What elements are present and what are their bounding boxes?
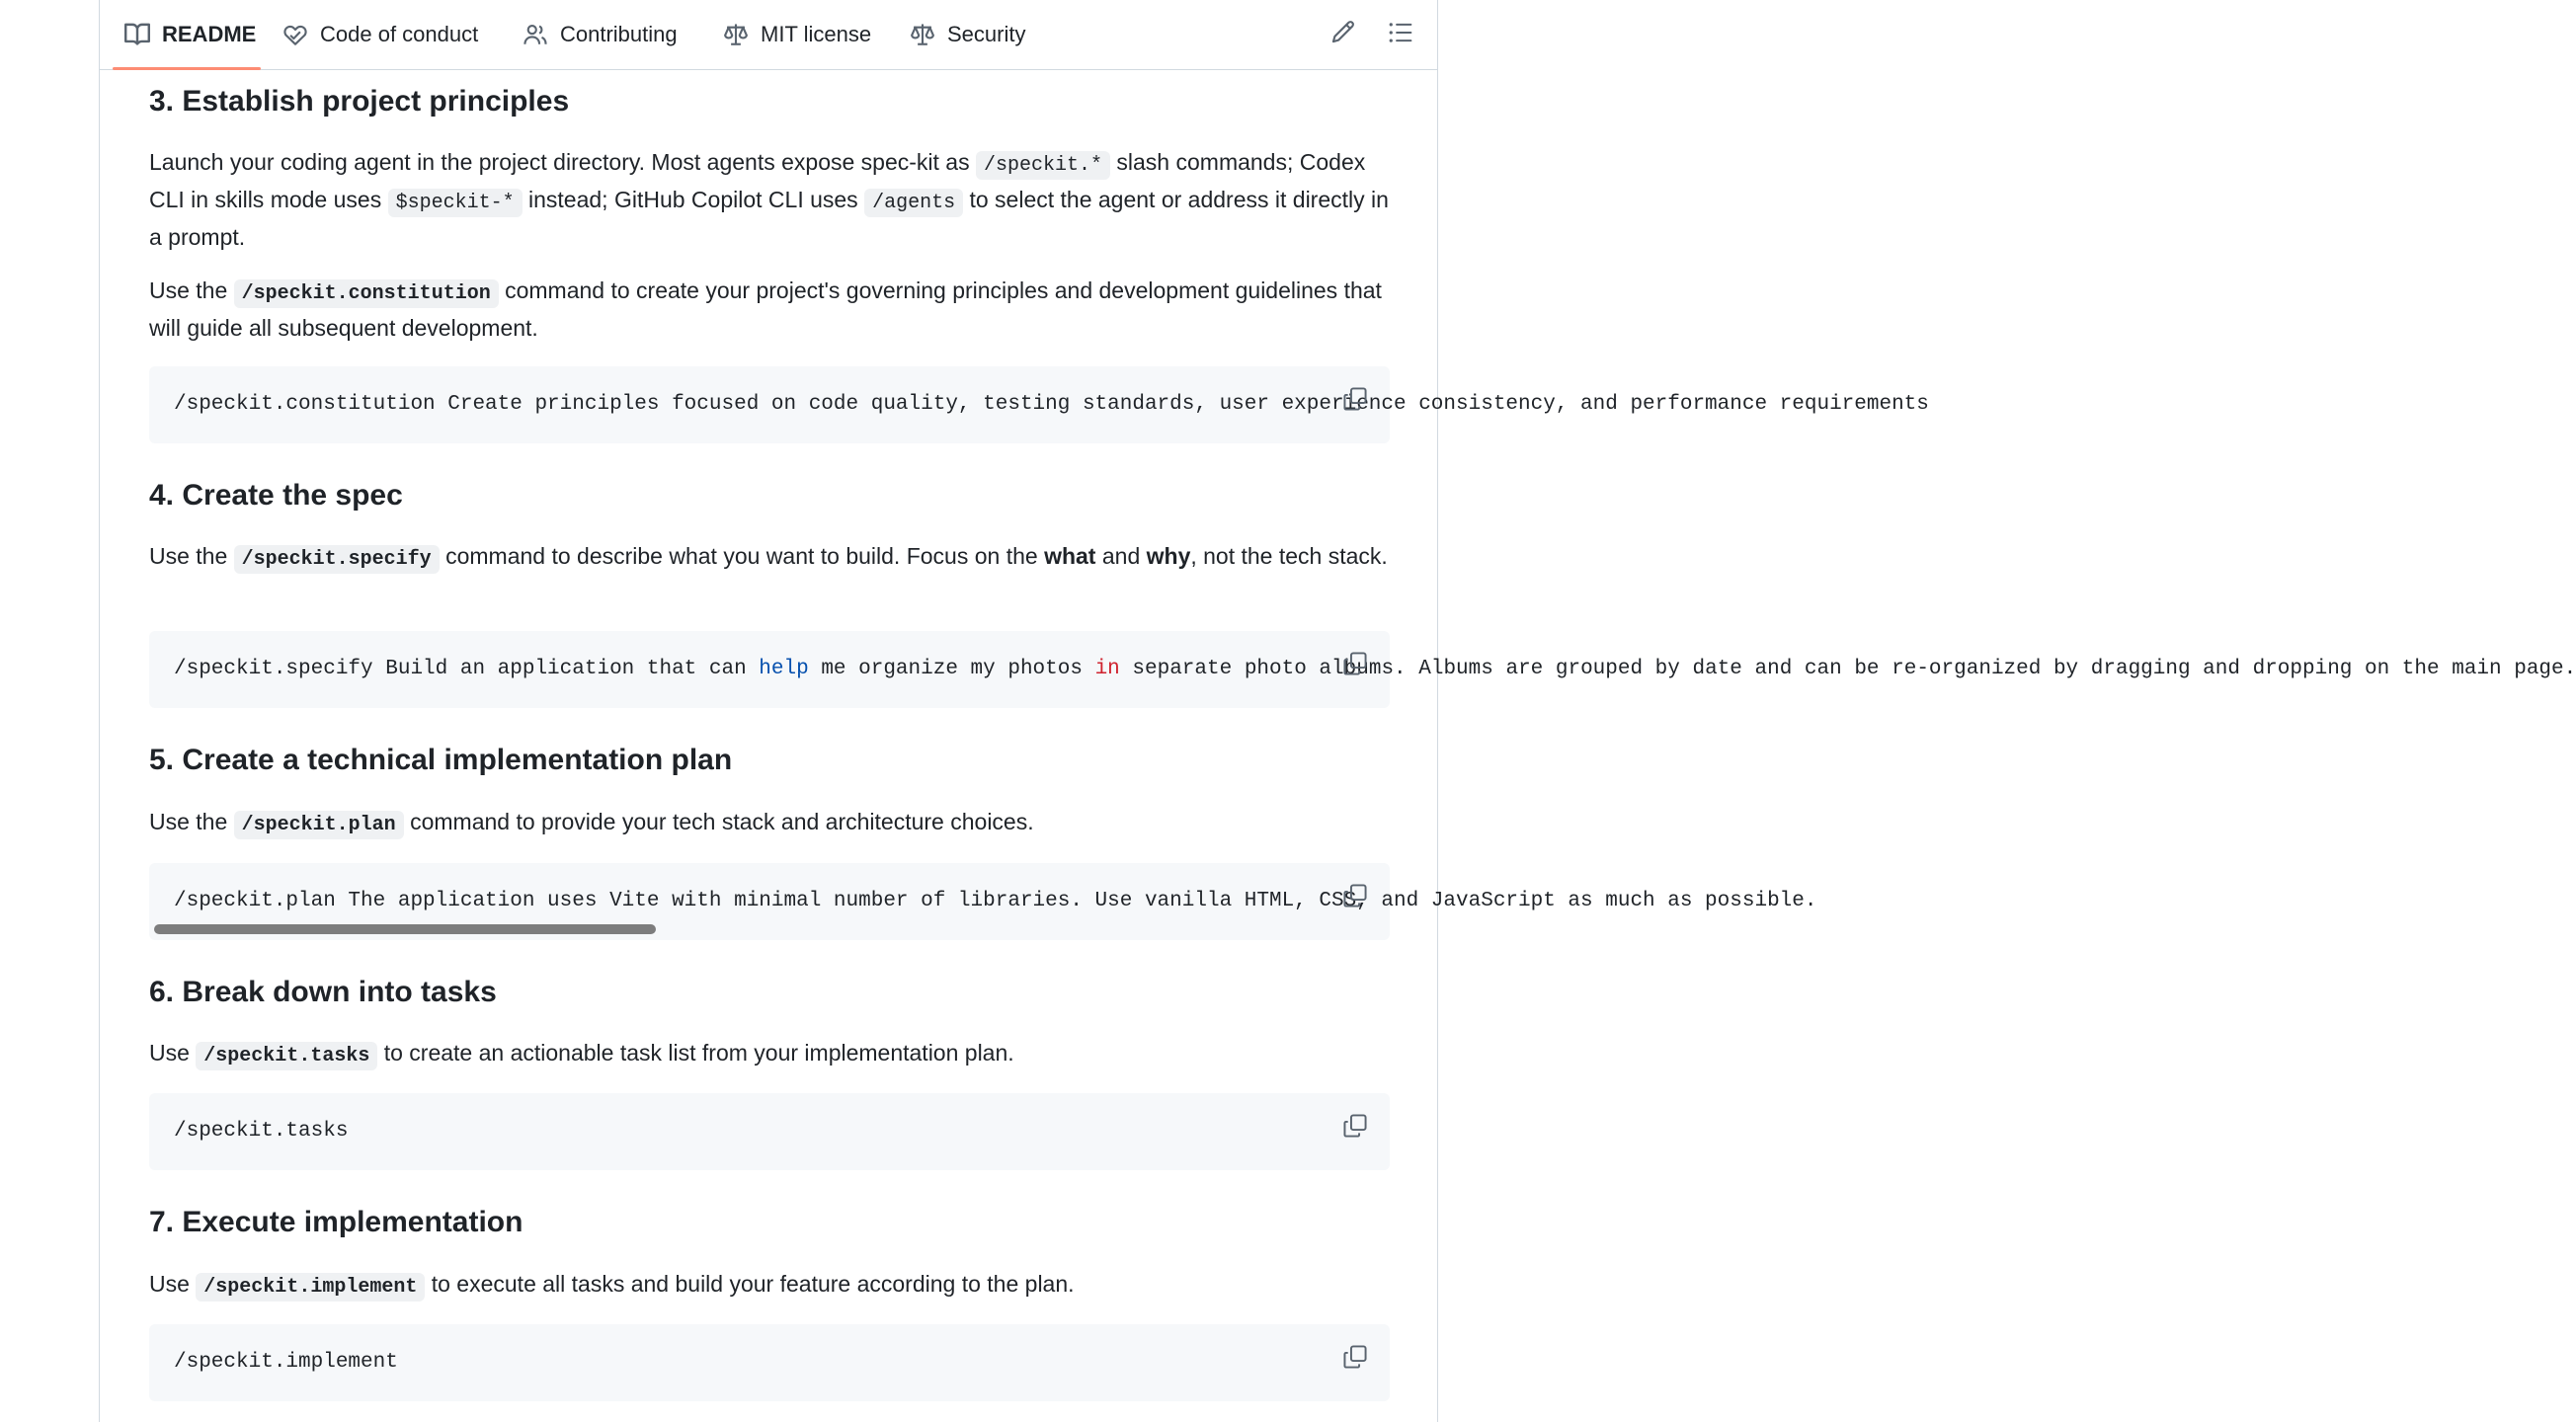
list-unordered-icon xyxy=(1388,20,1413,50)
tab-mit-license[interactable] xyxy=(723,0,871,69)
text: Use xyxy=(149,1040,197,1066)
edit-file-button[interactable] xyxy=(1328,20,1358,49)
code-text: /speckit.plan The application uses Vite with minimal number of libraries. Use vanilla HTML, CSS, and JavaScript as much as possible. xyxy=(174,890,1817,912)
copy-button[interactable] xyxy=(1340,386,1370,416)
inline-code: /speckit.constitution xyxy=(234,279,499,308)
tab-code-of-conduct-label: Code of conduct xyxy=(320,22,479,46)
paragraph-tasks xyxy=(149,1036,1390,1073)
tab-security[interactable] xyxy=(910,0,1025,69)
book-icon xyxy=(124,22,150,47)
copy-button[interactable] xyxy=(1340,883,1370,912)
copy-button[interactable] xyxy=(1340,651,1370,680)
heading-create-spec: 4. Create the spec xyxy=(149,479,403,512)
code-block-plan xyxy=(149,863,1817,940)
text: Use the xyxy=(149,277,234,303)
pencil-icon xyxy=(1330,20,1356,50)
active-tab-indicator xyxy=(113,67,261,70)
tab-readme[interactable] xyxy=(124,0,256,69)
inline-code: /speckit.* xyxy=(976,151,1110,180)
code-of-conduct-icon xyxy=(282,22,308,47)
code-text xyxy=(174,631,2576,708)
people-icon xyxy=(523,22,548,47)
code-segment: /speckit.specify Build an application that can xyxy=(174,658,760,680)
text: Use xyxy=(149,1271,197,1297)
code-segment: me organize my photos xyxy=(808,658,1095,680)
text: Use the xyxy=(149,543,234,569)
tab-security-label: Security xyxy=(947,22,1026,46)
heading-implementation-plan: 5. Create a technical implementation plan xyxy=(149,744,733,776)
law-icon xyxy=(723,22,749,47)
readme-panel xyxy=(99,0,2576,1422)
inline-code: $speckit-* xyxy=(388,189,523,217)
heading-execute-implementation: 7. Execute implementation xyxy=(149,1206,523,1238)
bold-text: what xyxy=(1044,543,1096,569)
text: instead; GitHub Copilot CLI uses xyxy=(522,187,865,212)
copy-button[interactable] xyxy=(1340,1344,1370,1374)
paragraph-implement xyxy=(149,1267,1390,1304)
tab-code-of-conduct[interactable] xyxy=(282,0,478,69)
tab-contributing[interactable] xyxy=(523,0,678,69)
copy-icon xyxy=(1342,883,1368,913)
code-segment: separate photo albums. Albums are grouped by date and can be re-organized by dragging and dropping on the main page. xyxy=(1119,658,2576,680)
tab-mit-license-label: MIT license xyxy=(761,22,872,46)
text: to select the agent or address it directly in a prompt. xyxy=(149,187,1389,250)
bold-text: why xyxy=(1146,543,1191,569)
copy-icon xyxy=(1342,1113,1368,1144)
outline-button[interactable] xyxy=(1386,20,1415,49)
copy-icon xyxy=(1342,1344,1368,1375)
paragraph-launch-agent xyxy=(149,145,1390,255)
text: command to create your project's governing principles and development guidelines that will guide all subsequent development. xyxy=(149,277,1382,341)
copy-button[interactable] xyxy=(1340,1113,1370,1143)
inline-code: /agents xyxy=(864,189,963,217)
inline-code: /speckit.specify xyxy=(234,545,440,574)
code-block-constitution xyxy=(149,366,1929,443)
text: Launch your coding agent in the project directory. Most agents expose spec-kit as xyxy=(149,149,976,175)
code-text: /speckit.implement xyxy=(174,1351,398,1374)
code-text: /speckit.tasks xyxy=(174,1120,349,1143)
copy-icon xyxy=(1342,386,1368,417)
copy-icon xyxy=(1342,651,1368,681)
code-block-tasks xyxy=(149,1093,1390,1170)
text: command to describe what you want to build. Focus on the xyxy=(439,543,1045,569)
tab-readme-label: README xyxy=(162,22,257,46)
inline-code: /speckit.implement xyxy=(196,1273,425,1302)
paragraph-plan xyxy=(149,805,1390,842)
text: command to provide your tech stack and architecture choices. xyxy=(403,809,1034,834)
text: , not the tech stack. xyxy=(1190,543,1388,569)
code-keyword: in xyxy=(1094,658,1120,680)
horizontal-scrollbar[interactable] xyxy=(154,924,656,934)
code-text: /speckit.constitution Create principles focused on code quality, testing standards, user experience consistency, and performance requirements xyxy=(174,393,1929,416)
text: Use the xyxy=(149,809,234,834)
readme-tab-bar xyxy=(100,0,1437,70)
code-keyword: help xyxy=(759,658,809,680)
paragraph-constitution xyxy=(149,274,1390,346)
text: slash commands; Codex CLI in skills mode uses xyxy=(149,149,1366,212)
inline-code: /speckit.tasks xyxy=(196,1042,377,1070)
inline-code: /speckit.plan xyxy=(234,811,404,839)
code-block-specify xyxy=(149,631,2576,708)
text: and xyxy=(1095,543,1147,569)
tab-contributing-label: Contributing xyxy=(560,22,678,46)
law-icon xyxy=(910,22,935,47)
text: to create an actionable task list from your implementation plan. xyxy=(377,1040,1014,1066)
heading-establish-principles: 3. Establish project principles xyxy=(149,85,570,118)
text: to execute all tasks and build your feature according to the plan. xyxy=(425,1271,1075,1297)
heading-break-down-tasks: 6. Break down into tasks xyxy=(149,976,497,1008)
paragraph-specify xyxy=(149,539,1390,577)
code-block-implement xyxy=(149,1324,1390,1401)
